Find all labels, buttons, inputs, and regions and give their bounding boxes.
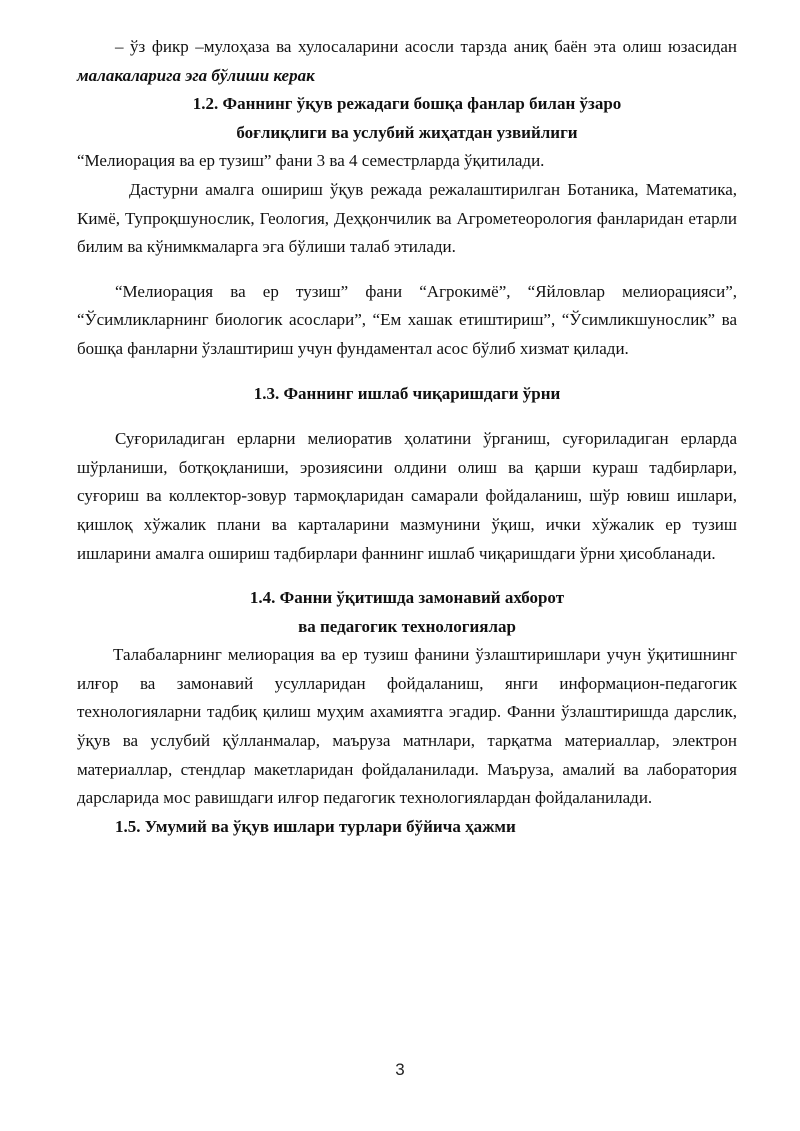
page-number: 3 bbox=[395, 1060, 405, 1079]
spacer bbox=[77, 262, 737, 278]
section-1-2-heading-line-2: боғлиқлиги ва услубий жиҳатдан узвийлиги bbox=[236, 122, 578, 142]
spacer bbox=[77, 568, 737, 584]
section-1-4-paragraph-1: Талабаларнинг мелиорация ва ер тузиш фанини ўзлаштиришлари учун ўқитишнинг илғор ва замонавий усулларидан фойдаланиш, янги информацион-педагогик технологияларни тадбиқ қилиш муҳим ахамиятга эгадир. Фанни ўзлаштиришда дарслик, ўқув ва услубий қўлланмалар, маъруза матнлари, тарқатма материаллар, электрон материаллар, стендлар макетларидан фойдаланилади. Маъруза, амалий ва лаборатория дарсларида мос равишдаги илғор педагогик технологиялардан фойдаланилади. bbox=[77, 645, 737, 808]
section-1-2-paragraph-2: Дастурни амалга ошириш ўқув режада режалаштирилган Ботаника, Математика, Кимё, Тупроқшунослик, Геология, Деҳқончилик ва Агрометеорология фанларидан етарли билим ва кўнимкмаларга эга бўлиши талаб этилади. bbox=[77, 179, 737, 257]
section-1-4-heading-line-1: 1.4. Фанни ўқитишда замонавий ахборот bbox=[249, 588, 565, 608]
section-1-2-heading-line-1: 1.2. Фаннинг ўқув режадаги бошқа фанлар билан ўзаро bbox=[192, 94, 622, 114]
section-1-3-paragraph-1: Суғориладиган ерларни мелиоратив ҳолатини ўрганиш, суғориладиган ерларда шўрланиши, ботқоқланиши, эрозиясини олдини олиш ва қарши кураш тадбирлари, суғориш ва коллектор-зовур тармоқларидан самарали фойдаланиш, шўр ювиш ишлари, қишлоқ хўжалик плани ва карталарини мазмунини ўқиш, ички хўжалик ер тузиш ишларини амалга ошириш тадбирлари фаннинг ишлаб чиқаришдаги ўрни ҳисобланади. bbox=[77, 429, 737, 563]
section-1-5-heading: 1.5. Умумий ва ўқув ишлари турлари бўйича ҳажми bbox=[115, 816, 516, 836]
section-1-2-paragraph-1: “Мелиорация ва ер тузиш” фани 3 ва 4 семестрларда ўқитилади. bbox=[77, 151, 545, 171]
section-1-3-heading: 1.3. Фаннинг ишлаб чиқаришдаги ўрни bbox=[253, 383, 561, 403]
intro-text: – ўз фикр –мулоҳаза ва хулосаларини асосли тарзда аниқ баён эта олиш юзасидан bbox=[115, 37, 737, 56]
page-content bbox=[77, 33, 737, 841]
intro-emphasis: малакаларига эга бўлиши керак bbox=[77, 65, 315, 85]
spacer bbox=[77, 408, 737, 425]
section-1-2-paragraph-3: “Мелиорация ва ер тузиш” фани “Агрокимё”, “Яйловлар мелиорацияси”, “Ўсимликларнинг биологик асослари”, “Ем хашак етиштириш”, “Ўсимликшунослик” ва бошқа фанларни ўзлаштириш учун фундаментал асос бўлиб хизмат қилади. bbox=[77, 281, 737, 358]
intro-paragraph bbox=[77, 33, 737, 90]
section-1-4-heading-line-2: ва педагогик технологиялар bbox=[298, 616, 516, 636]
spacer bbox=[77, 364, 737, 380]
